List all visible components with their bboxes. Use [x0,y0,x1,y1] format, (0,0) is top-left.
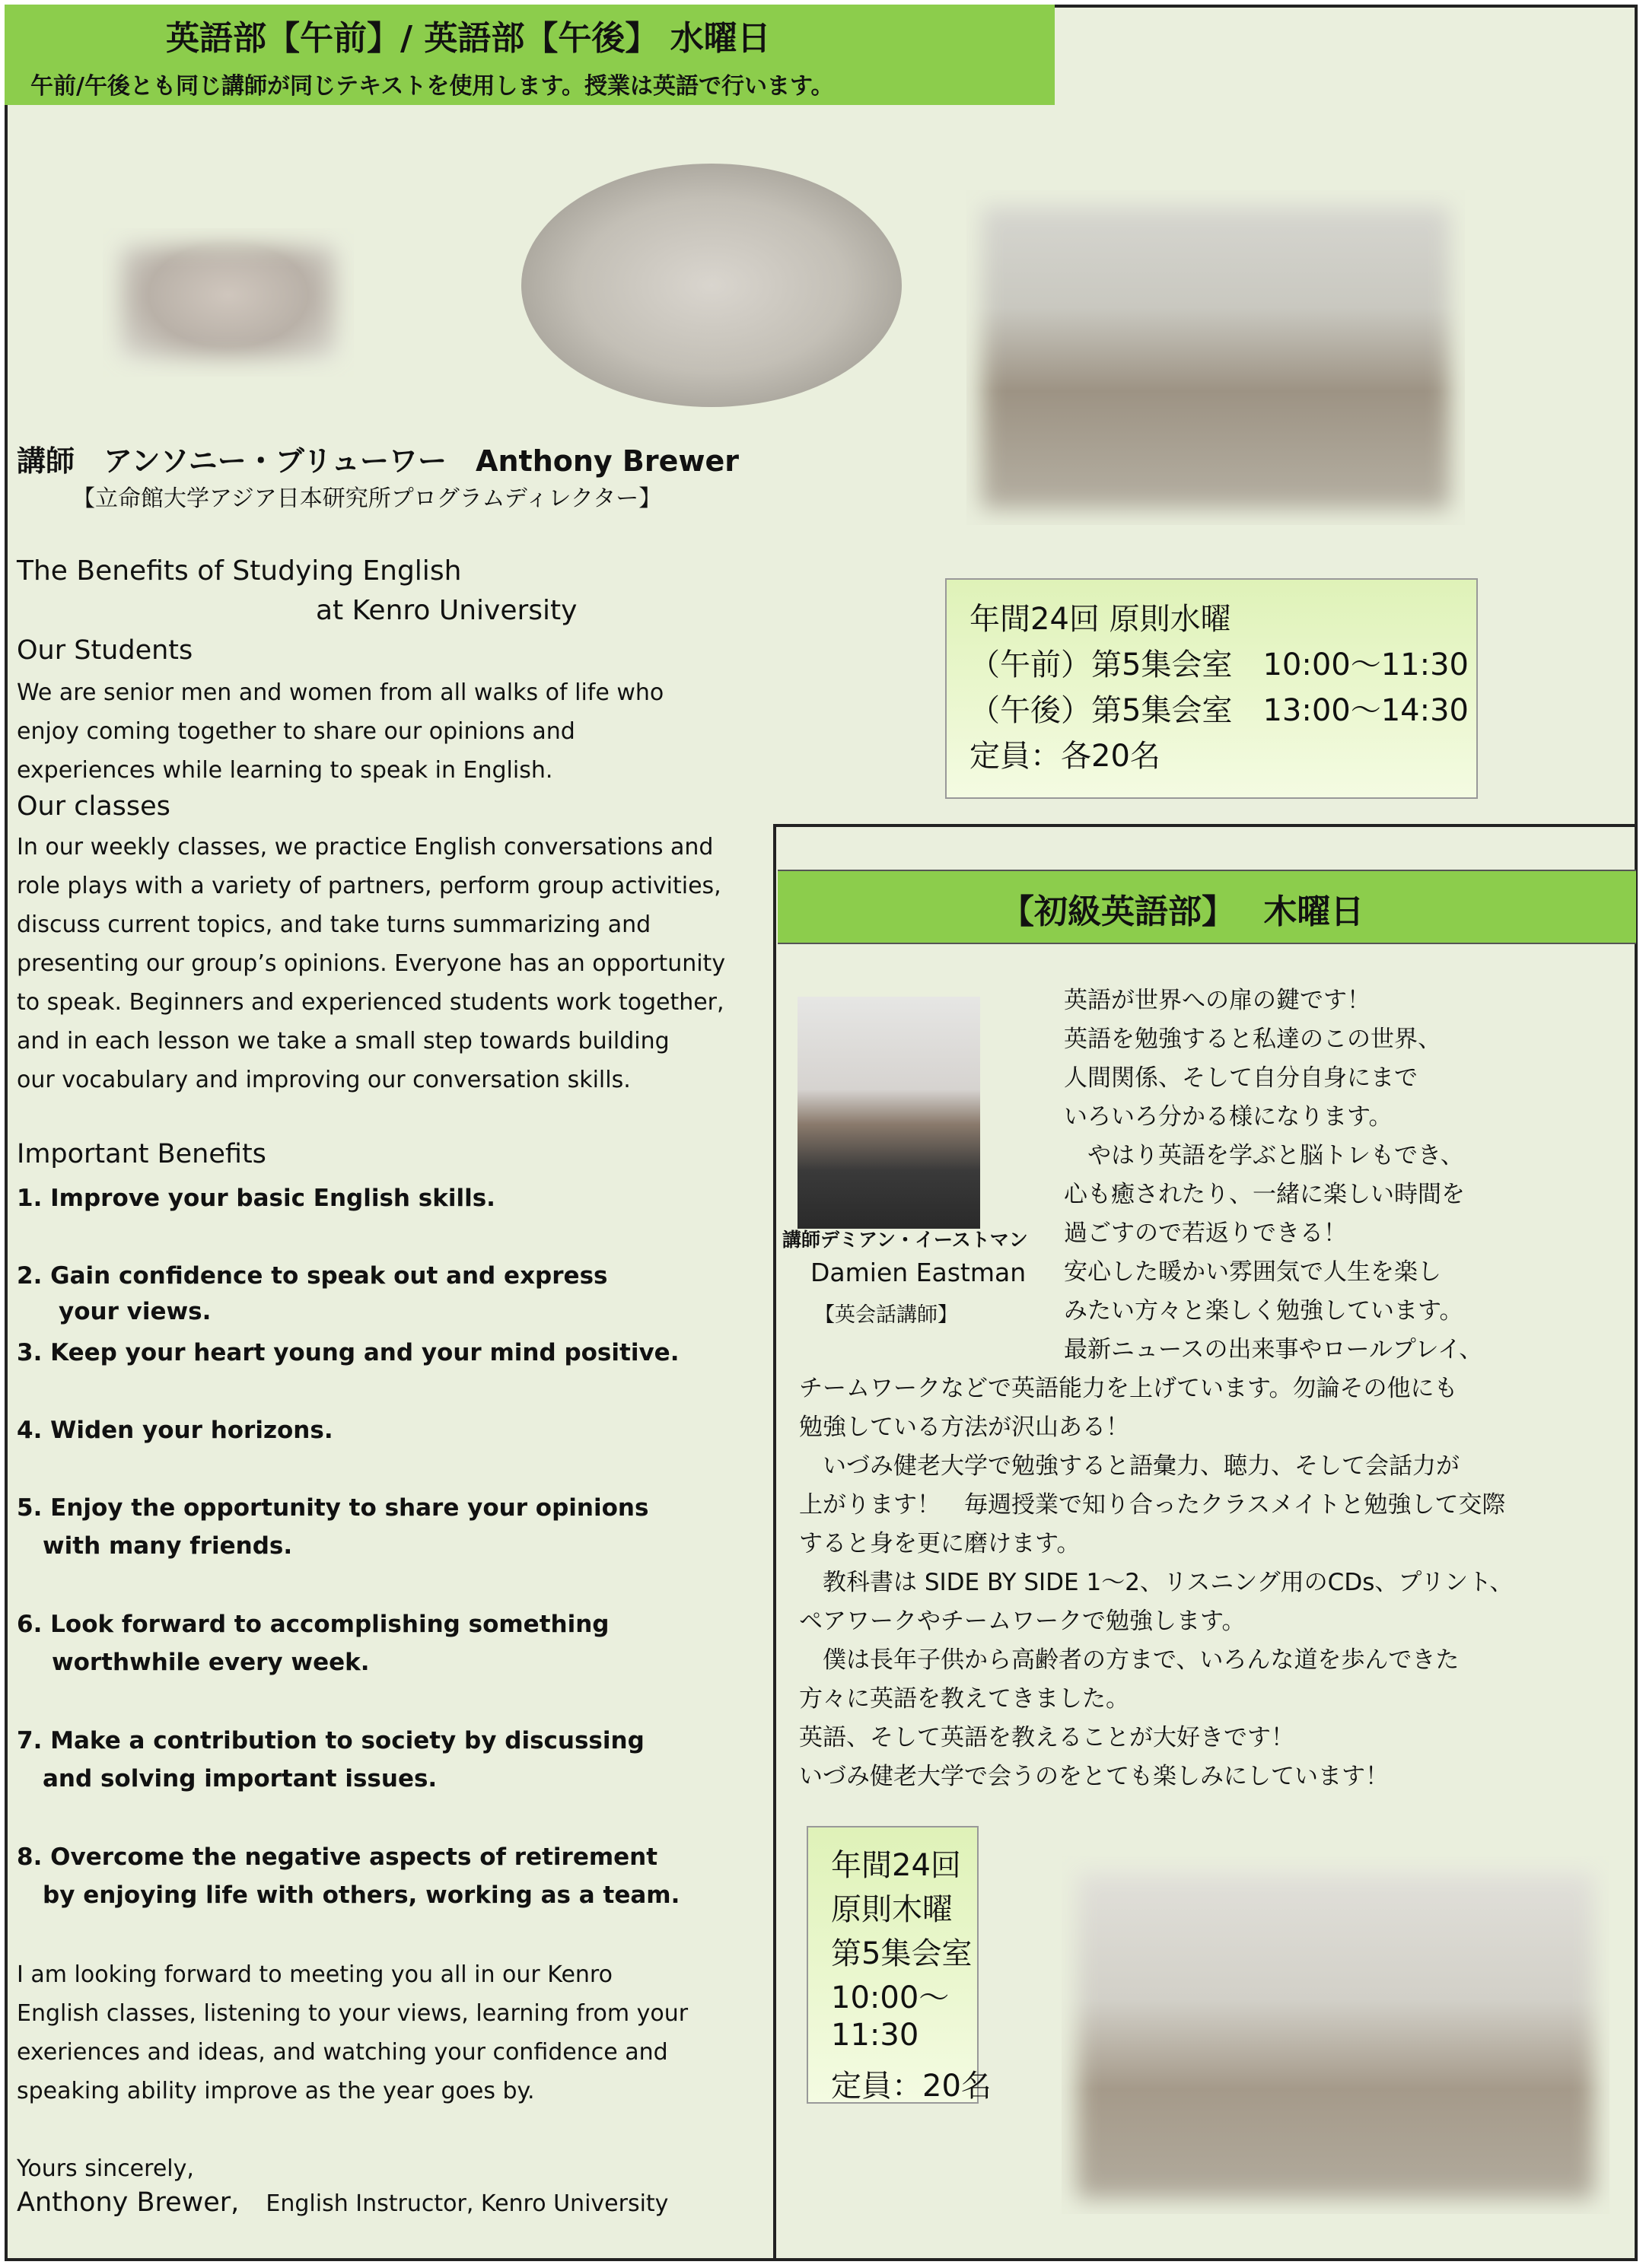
instructor-affiliation: 【立命館大学アジア日本研究所プログラムディレクター】 [72,485,662,512]
benefit-line: worthwhile every week. [52,1649,370,1676]
benefit-line: 4. Widen your horizons. [17,1417,333,1444]
text-line: to speak. Beginners and experienced students work together, [17,989,724,1016]
text-line: 英語を勉強すると私達のこの世界、 [1064,1026,1441,1053]
benefit-line: your views. [59,1298,212,1325]
signature [17,2187,668,2218]
benefit-item [17,1838,680,1914]
schedule-line: 11:30 [831,2018,919,2053]
text-line: みたい方々と楽しく勉強しています。 [1064,1297,1463,1325]
text-line: presenting our group’s opinions. Everyone has an opportunity [17,950,726,977]
text-line: our vocabulary and improving our conversation skills. [17,1067,631,1093]
text-line: experiences while learning to speak in English. [17,757,553,784]
section-divider [773,824,1638,827]
section2-title: 【初級英語部】 木曜日 [1001,892,1364,931]
schedule-line: 年間24回 原則水曜 [969,602,1231,637]
benefit-item [17,1411,333,1449]
text-line: 過ごすので若返りできる！ [1064,1220,1347,1247]
schedule-line: （午後）第5集会室 13:00～14:30 [969,693,1469,728]
benefit-line: 8. Overcome the negative aspects of retirement [17,1843,658,1871]
page-subtitle: 午前/午後とも同じ講師が同じテキストを使用します。授業は英語で行います。 [30,73,834,100]
benefit-item [17,1722,645,1798]
text-line: role plays with a variety of partners, perform group activities, [17,873,721,899]
benefit-line: 5. Enjoy the opportunity to share your opinions [17,1494,649,1522]
instructor2-name-en: Damien Eastman [810,1258,1027,1287]
classroom-teaching-photo [521,164,902,407]
instructor-portrait-photo [103,228,354,377]
benefits-title: The Benefits of Studying English [17,555,462,587]
text-line: enjoy coming together to share our opinions and [17,718,575,745]
benefit-line: and solving important issues. [43,1765,438,1792]
column-divider [773,825,776,2260]
text-line: In our weekly classes, we practice English conversations and [17,834,714,860]
benefit-line: 7. Make a contribution to society by discussing [17,1727,645,1754]
text-line: すると身を更に磨けます。 [799,1530,1081,1557]
benefit-item [17,1605,609,1681]
text-line: and in each lesson we take a small step towards building [17,1028,670,1054]
instructor2-role: 【英会話講師】 [814,1303,958,1327]
schedule-line: 年間24回 [831,1848,961,1883]
important-benefits-heading: Important Benefits [17,1139,266,1169]
text-line: 方々に英語を教えてきました。 [799,1685,1129,1713]
benefits-title-line2: at Kenro University [316,595,578,626]
schedule-line: 原則木曜 [831,1892,953,1927]
text-line: English classes, listening to your views, learning from your [17,2000,689,2027]
text-line: speaking ability improve as the year goes by. [17,2078,535,2104]
schedule-line: 定員：各20名 [969,739,1160,774]
text-line: 心も癒されたり、一緒に楽しい時間を [1064,1181,1465,1208]
text-line: やはり英語を学ぶと脳トレもでき、 [1064,1142,1464,1169]
our-students-text [17,673,770,790]
section2-intro-text [1064,981,1482,1369]
benefit-line: 6. Look forward to accomplishing something [17,1611,610,1638]
benefit-line: by enjoying life with others, working as a team. [43,1882,680,1909]
text-line: いろいろ分かる様になります。 [1064,1103,1393,1131]
text-line: 上がります！ 毎週授業で知り合ったクラスメイトと勉強して交際 [799,1491,1506,1519]
schedule-line: 定員：20名 [831,2069,992,2104]
closing-regards: Yours sincerely, [17,2155,194,2182]
schedule-box-thursday [807,1826,992,2104]
our-classes-heading: Our classes [17,791,170,822]
benefit-item [17,1179,495,1217]
text-line: 英語が世界への扉の鍵です！ [1064,987,1371,1014]
our-students-heading: Our Students [17,635,193,666]
text-line: 英語、そして英語を教えることが大好きです！ [799,1724,1294,1751]
benefit-line: 3. Keep your heart young and your mind positive. [17,1339,680,1366]
schedule-line: （午前）第5集会室 10:00～11:30 [969,647,1469,682]
closing-text [17,1955,770,2111]
text-line: 教科書は SIDE BY SIDE 1～2、リスニング用のCDs、プリント、 [799,1569,1514,1596]
text-line: ペアワークやチームワークで勉強します。 [799,1608,1246,1635]
benefit-line: 1. Improve your basic English skills. [17,1185,495,1212]
signature-title: English Instructor, Kenro University [266,2190,669,2217]
text-line: いづみ健老大学で勉強すると語彙力、聴力、そして会話力が [799,1452,1460,1480]
benefit-item [17,1334,679,1372]
benefit-line: with many friends. [43,1532,293,1560]
text-line: 人間関係、そして自分自身にまで [1064,1064,1418,1092]
signature-name: Anthony Brewer, [17,2187,240,2218]
benefit-item [17,1489,648,1565]
text-line: We are senior men and women from all walks of life who [17,679,664,706]
classroom-group-photo [1062,1856,1609,2214]
schedule-box-wednesday [945,578,1478,799]
instructor-name: 講師 アンソニー・ブリューワー Anthony Brewer [17,444,739,478]
schedule-line: 第5集会室 [831,1936,973,1971]
text-line: チームワークなどで英語能力を上げています。勿論その他にも [799,1375,1458,1402]
classroom-students-photo [966,190,1465,525]
page-title: 英語部【午前】/ 英語部【午後】 水曜日 [166,19,771,58]
section2-body-text [799,1369,1513,1796]
benefit-item [17,1257,607,1328]
our-classes-text [17,828,770,1099]
text-line: discuss current topics, and take turns summarizing and [17,911,651,938]
text-line: 勉強している方法が沢山ある！ [799,1414,1129,1441]
text-line: I am looking forward to meeting you all in our Kenro [17,1961,613,1988]
text-line: 最新ニュースの出来事やロールプレイ、 [1064,1336,1483,1363]
instructor2-name-jp: 講師デミアン・イーストマン [782,1229,1028,1251]
text-line: いづみ健老大学で会うのをとても楽しみにしています！ [799,1763,1389,1790]
benefit-line: 2. Gain confidence to speak out and express [17,1262,608,1290]
text-line: 僕は長年子供から高齢者の方まで、いろんな道を歩んできた [799,1646,1460,1674]
text-line: exeriences and ideas, and watching your confidence and [17,2039,668,2066]
instructor2-portrait-photo [798,997,980,1229]
text-line: 安心した暖かい雰囲気で人生を楽し [1064,1258,1441,1286]
schedule-line: 10:00～ [831,1980,950,2015]
